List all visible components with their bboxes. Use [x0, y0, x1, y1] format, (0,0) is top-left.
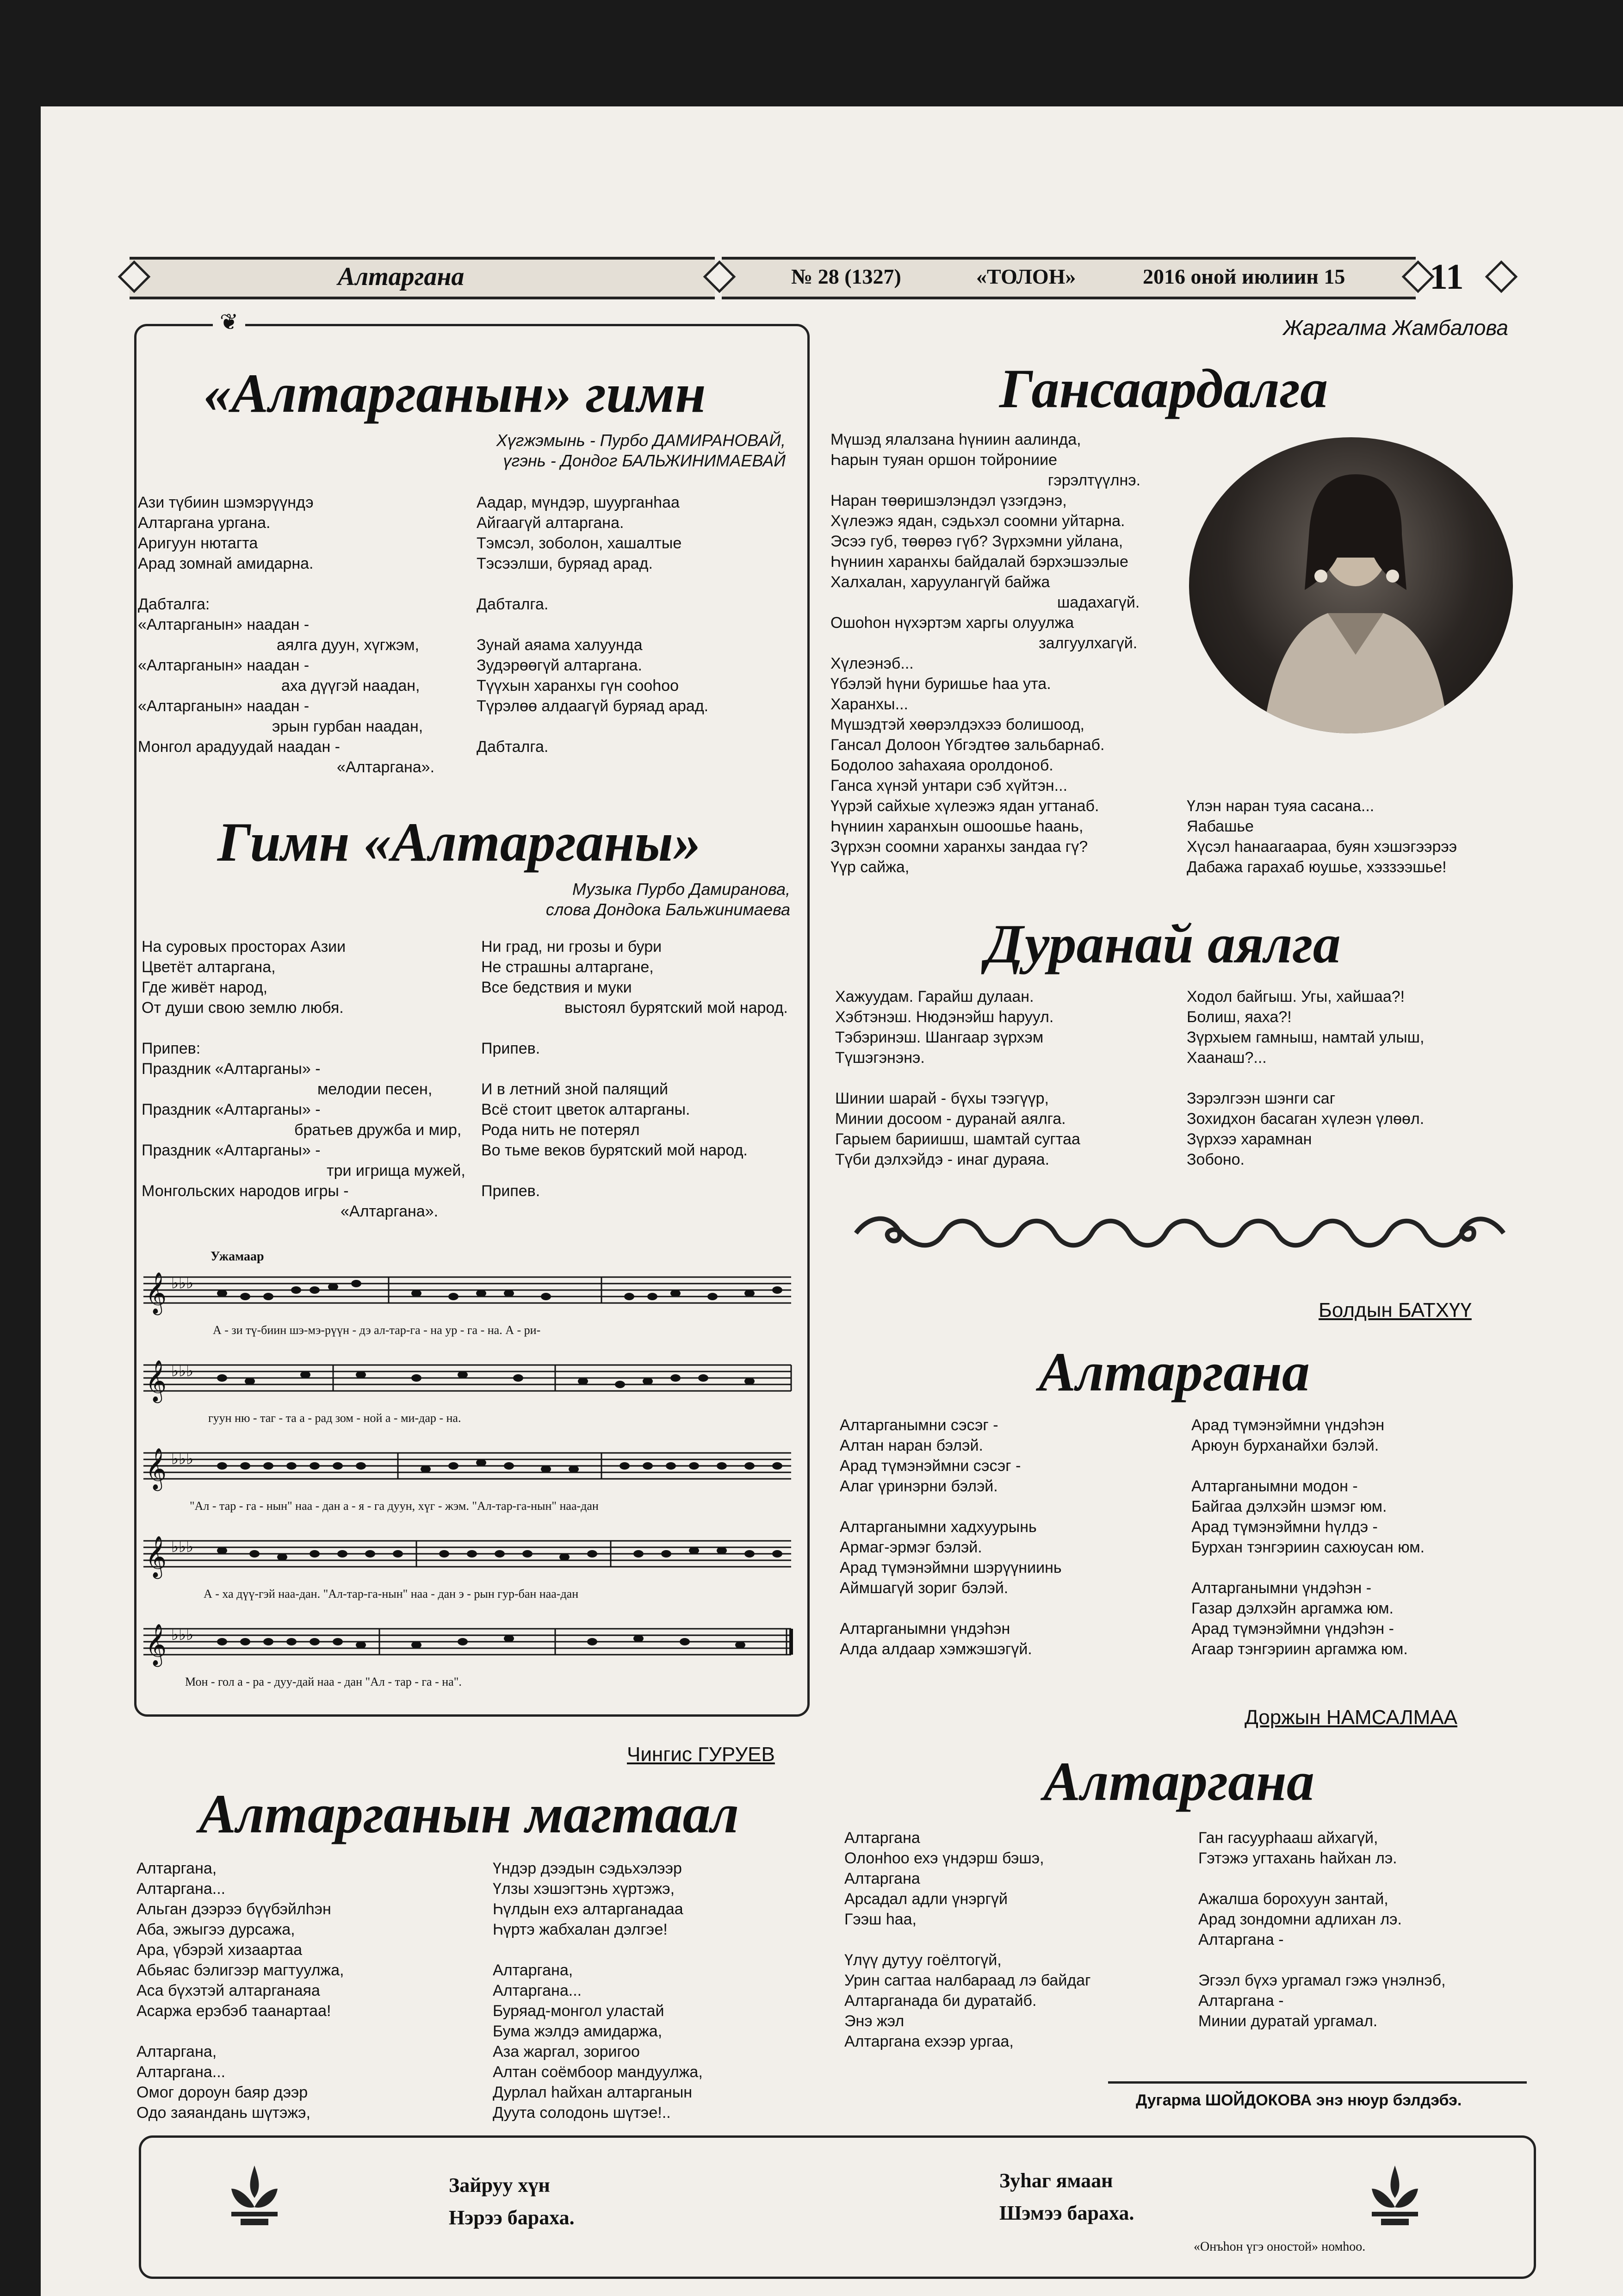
poem-line: Алтаргана...	[493, 1982, 582, 1999]
poem-line: Арад түмэнэймни шэрүүниинь	[840, 1559, 1062, 1576]
poem-line: «Алтарганын» наадан -	[138, 616, 310, 633]
lotus-right-svg	[1363, 2161, 1427, 2230]
svg-text:♭♭♭: ♭♭♭	[171, 1274, 194, 1292]
poem-line: Арад түмэнэймни сэсэг -	[840, 1457, 1021, 1475]
poem-line: Арад түмэнэймни үндэhэн	[1191, 1416, 1385, 1434]
poem-gap	[840, 1598, 1062, 1619]
poem-gap	[138, 574, 434, 594]
score-lyric-line: Мон - гол а - ра - дуу-дай наа - дан "Ал - тар - га - на".	[185, 1675, 462, 1688]
poem-line: На суровых просторах Азии	[142, 938, 346, 956]
svg-text:♭♭♭: ♭♭♭	[171, 1450, 194, 1468]
duranai-col1	[835, 987, 1080, 1170]
magtaal-col2	[493, 1858, 703, 2123]
poem-line: Бума жэлдэ амидаржа,	[493, 2023, 663, 2040]
header-section-title: Алтаргана	[338, 262, 465, 291]
poem-line: Арюун бурханайхи бэлэй.	[1191, 1437, 1379, 1454]
poem-line: Алтан наран бэлэй.	[840, 1437, 983, 1454]
poem-line: Дуута солодонь шүтэе!..	[493, 2104, 671, 2122]
poem-line: Мүшэдтэй хөөрэлдэхээ болишоод,	[830, 716, 1084, 733]
poem-line: Эсээ губ, төөрөэ гүб? Зүрхэмни уйлана,	[830, 533, 1123, 550]
gansaardalga-title: Гансаардалга	[999, 358, 1328, 419]
hymn-buryat-credit-1: Хүгжэмынь - Пурбо ДАМИРАНОВАЙ,	[496, 431, 786, 450]
poem-line: Агаар тэнгэриин аргамжа юм.	[1191, 1640, 1408, 1658]
poem-line: Арад зондомни адлихан лэ.	[1198, 1911, 1402, 1928]
poem-line: Олонhoo ехэ үндэрш бэшэ,	[844, 1849, 1044, 1867]
svg-text:♭♭♭: ♭♭♭	[171, 1626, 194, 1644]
poem-line: Всё стоит цветок алтарганы.	[481, 1101, 690, 1118]
poem-line: Ази түбиин шэмэрүүндэ	[138, 494, 314, 511]
score-lyric-line: "Ал - тар - га - нын" наа - дан а - я - га дуун, хүг - жэм. "Ал-тар-га-нын" наа-дан	[190, 1499, 599, 1513]
gansaardalga-lines	[830, 429, 1140, 877]
lotus-left-svg	[222, 2161, 287, 2230]
poem-line: Зүрхээ харамнан	[1187, 1130, 1312, 1148]
header-date: 2016 оной июлиин 15	[1143, 265, 1345, 288]
poem-line: Халхалан, харуулангүй байжа	[830, 573, 1050, 591]
header-issue-number: № 28 (1327)	[791, 265, 901, 288]
hymn-russian-col2	[481, 937, 788, 1201]
poem-line: Түби дэлхэйдэ - инаг дураяа.	[835, 1151, 1050, 1168]
magtaal-title: Алтарганын магтаал	[199, 1783, 739, 1844]
poem-line: Алаг үринэрни бэлэй.	[840, 1477, 998, 1495]
poem-line: Зүрхэн соомни харанхы зандаа гү?	[830, 838, 1088, 856]
poem-line: Зудэрөөгүй алтаргана.	[477, 657, 642, 674]
poem-line: «Алтарганын» наадан -	[138, 697, 310, 715]
poem-line: Алтарганымни сэсэг -	[840, 1416, 998, 1434]
poem-line: «Алтаргана».	[337, 758, 435, 776]
frame-ornament-icon: ❦	[213, 311, 245, 334]
poem-line: Алтаргана -	[1198, 1992, 1284, 2010]
score-tempo-marking: Ужамаар	[211, 1249, 264, 1264]
music-score	[139, 1268, 796, 1694]
poem-line: «Алтарганын» наадан -	[138, 657, 310, 674]
poem-gap	[142, 1018, 465, 1038]
gansaardalga-lines-right	[1187, 796, 1457, 877]
poem-line: Хэбтэнэш. Нюдэнэйш hаруул.	[835, 1008, 1054, 1026]
poem-line: Һүниин харанхын ошоошье hаань,	[830, 818, 1084, 835]
svg-text:𝄞: 𝄞	[145, 1360, 167, 1402]
poem-line: Арад түмэнэймни hүлдэ -	[1191, 1518, 1378, 1536]
poem-gap	[477, 574, 708, 594]
poem-line: Наран төөришэлэндэл үзэгдэнэ,	[830, 492, 1067, 509]
lotus-icon-left	[222, 2161, 287, 2230]
header-page-number: 11	[1430, 256, 1464, 297]
duranai-title: Дуранай аялга	[985, 913, 1341, 974]
poem-gap	[840, 1496, 1062, 1517]
poem-line: Арад зомнай амидарна.	[138, 555, 314, 572]
poem-line: Хүлеэнэб...	[830, 655, 914, 672]
poem-line: Одо заяандань шүтэжэ,	[136, 2104, 310, 2122]
poem-line: Мүшэд ялалзана hүниин аалинда,	[830, 431, 1081, 448]
wave-ornament-icon	[851, 1212, 1508, 1254]
poem-line: Үүр сайжа,	[830, 858, 910, 876]
poem-line: Эгээл бүхэ ургамал гэжэ үнэлнэб,	[1198, 1972, 1446, 1989]
poem-line: Алтаргана ехээр ургаа,	[844, 2033, 1014, 2050]
poem-line: Тэбэринэш. Шангаар зүрхэм	[835, 1029, 1044, 1046]
author-portrait	[1189, 437, 1513, 733]
svg-text:𝄞: 𝄞	[145, 1272, 167, 1314]
poem-line: Дабталга.	[477, 596, 549, 613]
poem-line: Алтарганымни үндэhэн -	[1191, 1579, 1372, 1597]
poem-line: Гарыем бариишш, шамтай сугтаа	[835, 1130, 1080, 1148]
svg-text:𝄞: 𝄞	[145, 1536, 167, 1577]
poem-line: Һүртэ жабхалан дэлгэе!	[493, 1921, 668, 1938]
poem-line: Алтаргана...	[136, 1880, 226, 1898]
lotus-icon-right	[1363, 2161, 1427, 2230]
poem-line: Арад түмэнэймни үндэhэн -	[1191, 1620, 1394, 1638]
poem-gap	[844, 1930, 1090, 1950]
poem-line: Тэсээлши, буряад арад.	[477, 555, 653, 572]
poem-line: Түшэгэнэнэ.	[835, 1049, 925, 1067]
score-lyric-line: А - ха дүү-гэй наа-дан. "Ал-тар-га-нын" наа - дан э - рын гур-бан наа-дан	[204, 1587, 579, 1601]
poem-line: Һүлдын ехэ алтарганадаа	[493, 1900, 683, 1918]
poem-line: Ажалша борохуун зантай,	[1198, 1890, 1388, 1908]
altargana2-col2	[1198, 1828, 1446, 2031]
poem-gap	[481, 1018, 788, 1038]
poem-line: Алтаргана...	[136, 2063, 226, 2081]
poem-gap	[481, 1160, 788, 1181]
hymn-buryat-credit-2: үгэнь - Дондог БАЛЬЖИНИМАЕВАЙ	[503, 451, 786, 470]
portrait-figure	[1189, 437, 1513, 733]
altargana1-title: Алтаргана	[1039, 1341, 1310, 1402]
score-lyric-line: гуун ню - таг - та а - рад зом - ной а - ми-дар - на.	[208, 1411, 461, 1425]
poem-line: аха дүүгэй наадан,	[281, 677, 420, 695]
poem-line: Альган дээрээ бүүбэйлhэн	[136, 1900, 331, 1918]
poem-line: Монгольских народов игры -	[142, 1182, 349, 1200]
score-lyric-line: А - зи тү-биин шэ-мэ-рүүн - дэ ал-тар-га - на ур - га - на. А - ри-	[213, 1323, 541, 1337]
footer-proverb-box	[139, 2135, 1536, 2279]
poem-line: Үлэн наран туяа сасана...	[1187, 797, 1375, 815]
poem-line: Гансал Долоон Үбгэдтөө зальбарнаб.	[830, 736, 1105, 754]
poem-line: Алтаргана	[844, 1870, 920, 1887]
poem-line: От души свою землю любя.	[142, 999, 344, 1017]
poem-line: Алтан соёмбоор мандуулжа,	[493, 2063, 703, 2081]
poem-line: Дабажа гарахаб юушье, хэззээшье!	[1187, 858, 1447, 876]
svg-text:♭♭♭: ♭♭♭	[171, 1362, 194, 1380]
poem-line: Ганса хүнэй унтари сэб хүйтэн...	[830, 777, 1068, 794]
poem-line: Все бедствия и муки	[481, 979, 632, 996]
magtaal-author: Чингис ГУРУЕВ	[627, 1743, 775, 1766]
poem-line: Алтарганада би дуратайб.	[844, 1992, 1037, 2010]
poem-gap	[136, 2021, 344, 2042]
poem-line: Хүлеэжэ ядан, сэдьхэл соомни уйтарна.	[830, 512, 1125, 530]
poem-line: Үүрэй сайхые хүлеэжэ ядан угтанаб.	[830, 797, 1099, 815]
poem-line: Ошоhон нүхэртэм харгы олуулжа	[830, 614, 1074, 632]
poem-line: Ходол байгыш. Угы, хайшаа?!	[1187, 988, 1405, 1005]
poem-line: Урин сагтаа налбараад лэ байдаг	[844, 1972, 1091, 1989]
poem-line: Хаанаш?...	[1187, 1049, 1267, 1067]
poem-line: Алда алдаар хэмжэшэгүй.	[840, 1640, 1032, 1658]
hymn-russian-credit-2: слова Дондока Бальжинимаева	[545, 900, 790, 919]
poem-line: Гэтэжэ угтахань hайхан лэ.	[1198, 1849, 1397, 1867]
proverb-left-line2: Нэрээ бараха.	[449, 2206, 575, 2229]
poem-line: Газар дэлхэйн аргамжа юм.	[1191, 1600, 1394, 1617]
poem-line: Түрэлөө алдаагүй буряад арад.	[477, 697, 709, 715]
poem-line: Үбэлэй hүни буришье haa ута.	[830, 675, 1051, 693]
svg-text:𝄞: 𝄞	[145, 1624, 167, 1665]
altargana2-author: Доржын НАМСАЛМАА	[1245, 1706, 1457, 1729]
poem-gap	[1191, 1456, 1425, 1476]
poem-line: «Алтаргана».	[341, 1203, 439, 1220]
poem-line: Хүсэл hанаагаараа, буян хэшэгээрээ	[1187, 838, 1457, 856]
poem-line: Ган гасуурhааш айхагүй,	[1198, 1829, 1378, 1847]
poem-line: Не страшны алтаргане,	[481, 958, 654, 976]
poem-line: Ни град, ни грозы и бури	[481, 938, 662, 956]
poem-line: Һүниин харанхы байдалай бэрхэшээлые	[830, 553, 1128, 571]
poem-line: Алтаргана -	[1198, 1931, 1284, 1948]
poem-line: Харанхы...	[830, 695, 908, 713]
poem-line: Рода нить не потерял	[481, 1121, 640, 1139]
hymn-buryat-title: «Алтарганын» гимн	[204, 362, 706, 424]
proverb-right-line1: Зуhаг ямаан	[999, 2169, 1113, 2192]
altargana1-col1	[840, 1415, 1062, 1659]
poem-line: Гээш haa,	[844, 1911, 917, 1928]
poem-line: Во тьме веков бурятский мой народ.	[481, 1142, 748, 1159]
poem-line: Праздник «Алтарганы» -	[142, 1142, 321, 1159]
poem-line: Аригуун нютагта	[138, 534, 258, 552]
altargana1-col2	[1191, 1415, 1425, 1659]
poem-line: Аза жаргал, зоригоо	[493, 2043, 640, 2060]
poem-line: три игрища мужей,	[327, 1162, 465, 1179]
poem-line: Аадар, мүндэр, шуурганhaa	[477, 494, 680, 511]
poem-line: мелодии песен,	[317, 1080, 433, 1098]
poem-line: гэрэлтүүлнэ.	[1048, 472, 1141, 489]
poem-line: Болиш, яаха?!	[1187, 1008, 1292, 1026]
poem-line: Алтаргана	[844, 1829, 920, 1847]
hymn-russian-col1	[142, 937, 465, 1222]
proverb-source: «Онъhон үгэ оностой» номhoo.	[1194, 2240, 1366, 2254]
poem-line: Аса бүхэтэй алтарганаяа	[136, 1982, 320, 1999]
poem-line: Аба, эжыгээ дурсажа,	[136, 1921, 295, 1938]
poem-line: Зэрэлгээн шэнги саг	[1187, 1090, 1336, 1107]
poem-gap	[477, 716, 708, 737]
poem-line: Дабталга.	[477, 738, 549, 756]
poem-line: Дурлал hайхан алтарганын	[493, 2084, 693, 2101]
poem-line: выстоял бурятский мой народ.	[564, 999, 788, 1017]
poem-line: Праздник «Алтарганы» -	[142, 1101, 321, 1118]
poem-line: Праздник «Алтарганы» -	[142, 1060, 321, 1078]
altargana2-col1	[844, 1828, 1090, 2052]
poem-line: Аймшагүй зориг бэлэй.	[840, 1579, 1009, 1597]
poem-line: Түүхын харанхы гүн соohoo	[477, 677, 679, 695]
poem-line: Зохидхон басаган хүлеэн үлөөл.	[1187, 1110, 1425, 1128]
poem-line: Дабталга:	[138, 596, 210, 613]
poem-line: Буряад-монгол уластай	[493, 2002, 664, 2020]
page-maker-credit: Дугарма ШОЙДОКОВА энэ нюур бэлдэбэ.	[1136, 2091, 1462, 2109]
hymn-buryat-col1	[138, 492, 434, 777]
hymn-russian-title: Гимн «Алтарганы»	[217, 811, 701, 873]
svg-text:♭♭♭: ♭♭♭	[171, 1538, 194, 1556]
poem-line: Припев.	[481, 1040, 540, 1057]
poem-line: Зүрхыем гамныш, намтай улыш,	[1187, 1029, 1425, 1046]
page-maker-rule	[1108, 2081, 1527, 2084]
poem-line: Алтаргана,	[136, 2043, 217, 2060]
proverb-right-line2: Шэмээ бараха.	[999, 2202, 1134, 2224]
poem-line: Һарын туяан оршон тойрониие	[830, 451, 1058, 469]
poem-gap	[477, 614, 708, 635]
altargana1-author: Болдын БАТХҮҮ	[1319, 1299, 1472, 1322]
poem-line: Үндэр дээдын сэдьхэлээр	[493, 1860, 682, 1877]
poem-line: Где живёт народ,	[142, 979, 268, 996]
poem-line: Үлзы хэшэгтэнь хүртэжэ,	[493, 1880, 675, 1898]
poem-line: Алтаргана ургана.	[138, 514, 271, 532]
poem-line: Абьяас бэлигээр магтуулжа,	[136, 1961, 344, 1979]
ornament-divider	[851, 1212, 1508, 1254]
poem-line: Припев:	[142, 1040, 201, 1057]
header-newspaper-name: «ТОЛОН»	[976, 265, 1076, 288]
poem-line: Минии дуратай ургамал.	[1198, 2012, 1378, 2030]
poem-line: аялга дуун, хүгжэм,	[277, 636, 419, 654]
poem-gap	[481, 1059, 788, 1079]
poem-line: Хажуудам. Гарайш дулаан.	[835, 988, 1034, 1005]
magtaal-col1	[136, 1858, 344, 2123]
poem-line: Байгаа дэлхэйн шэмэг юм.	[1191, 1498, 1387, 1515]
poem-line: Зобоно.	[1187, 1151, 1245, 1168]
poem-line: Бодолоо заhахаяа оролдоноб.	[830, 757, 1053, 774]
poem-line: Цветёт алтаргана,	[142, 958, 276, 976]
gansaardalga-author: Жаргалма Жамбалова	[1283, 316, 1508, 340]
poem-line: братьев дружба и мир,	[294, 1121, 462, 1139]
poem-gap	[1198, 1950, 1446, 1970]
poem-line: эрын гурбан наадан,	[272, 718, 423, 735]
poem-line: Алтаргана,	[493, 1961, 573, 1979]
proverb-left-line1: Зайруу хүн	[449, 2174, 550, 2197]
poem-gap	[493, 1940, 703, 1960]
duranai-col2	[1187, 987, 1424, 1170]
poem-line: Омог дороун баяр дээр	[136, 2084, 308, 2101]
poem-line: Энэ жэл	[844, 2012, 904, 2030]
poem-gap	[1198, 1868, 1446, 1889]
poem-line: Тэмсэл, зоболон, хашалтые	[477, 534, 682, 552]
hymn-russian-credit-1: Музыка Пурбо Дамиранова,	[572, 880, 790, 899]
poem-line: Монгол арадуудай наадан -	[138, 738, 341, 756]
poem-line: залгуулхагүй.	[1039, 634, 1138, 652]
poem-line: Айгаагүй алтаргана.	[477, 514, 624, 532]
poem-line: Зунай аяама халуунда	[477, 636, 643, 654]
poem-line: Бурхан тэнгэриин сахюусан юм.	[1191, 1539, 1425, 1556]
poem-line: Шинии шарай - бүхы тээгүүр,	[835, 1090, 1049, 1107]
poem-line: Алтарганымни үндэhэн	[840, 1620, 1010, 1638]
poem-gap	[835, 1068, 1080, 1088]
poem-line: Алтаргана,	[136, 1860, 217, 1877]
altargana2-title: Алтаргана	[1043, 1750, 1314, 1812]
poem-line: И в летний зной палящий	[481, 1080, 669, 1098]
poem-line: Алтарганымни модон -	[1191, 1477, 1358, 1495]
poem-line: Алтарганымни хадхуурынь	[840, 1518, 1037, 1536]
poem-line: Арсадал адли үнэргүй	[844, 1890, 1008, 1908]
poem-line: Минии досоом - дуранай аялга.	[835, 1110, 1066, 1128]
poem-gap	[1191, 1558, 1425, 1578]
poem-line: шадахагүй.	[1057, 594, 1140, 611]
poem-line: Асаржа ерэбэб таанартаа!	[136, 2002, 331, 2020]
poem-line: Яабашье	[1187, 818, 1254, 835]
poem-line: Ара, үбэрэй хизаартаа	[136, 1941, 303, 1959]
poem-line: Үлүү дутуу гоёлтогүй,	[844, 1951, 1002, 1969]
poem-line: Армаг-эрмэг бэлэй.	[840, 1539, 982, 1556]
svg-text:𝄞: 𝄞	[145, 1448, 167, 1489]
poem-line: Припев.	[481, 1182, 540, 1200]
poem-gap	[1187, 1068, 1424, 1088]
hymn-buryat-col2	[477, 492, 708, 757]
